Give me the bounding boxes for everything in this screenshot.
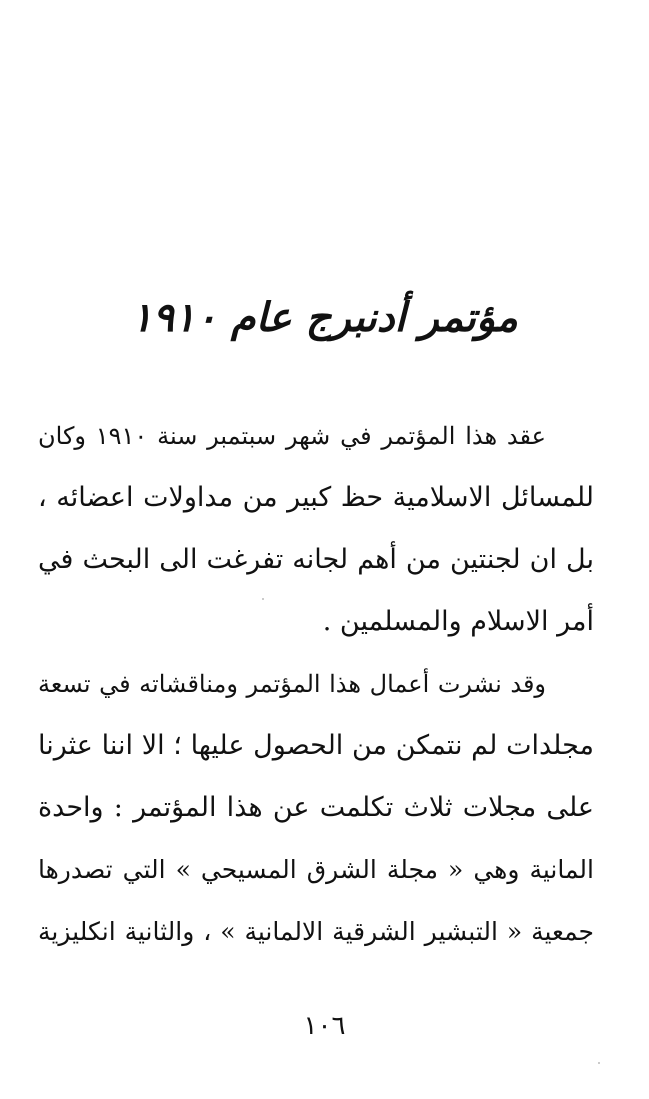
text-line: للمسائل الاسلامية حظ كبير من مداولات اعضائه ، xyxy=(38,482,594,513)
text-line: وقد نشرت أعمال هذا المؤتمر ومناقشاته في تسعة xyxy=(38,670,546,698)
text-line: مجلدات لم نتمكن من الحصول عليها ؛ الا اننا عثرنا xyxy=(38,730,594,761)
text-line: عقد هذا المؤتمر في شهر سبتمبر سنة ١٩١٠ وكان xyxy=(38,422,546,450)
chapter-title: مؤتمر أدنبرج عام ١٩١٠ xyxy=(131,294,518,341)
text-line: أمر الاسلام والمسلمين . xyxy=(322,606,594,637)
scan-speck xyxy=(262,598,264,600)
text-line: جمعية « التبشير الشرقية الالمانية » ، والثانية انكليزية xyxy=(38,917,594,946)
page-number: ١٠٦ xyxy=(303,1011,346,1041)
text-line: على مجلات ثلاث تكلمت عن هذا المؤتمر : واحدة xyxy=(38,792,594,823)
text-line: المانية وهي « مجلة الشرق المسيحي » التي تصدرها xyxy=(38,855,594,884)
scan-speck xyxy=(598,1062,600,1064)
body-text xyxy=(38,405,594,963)
text-line: بل ان لجنتين من أهم لجانه تفرغت الى البحث في xyxy=(38,544,594,575)
